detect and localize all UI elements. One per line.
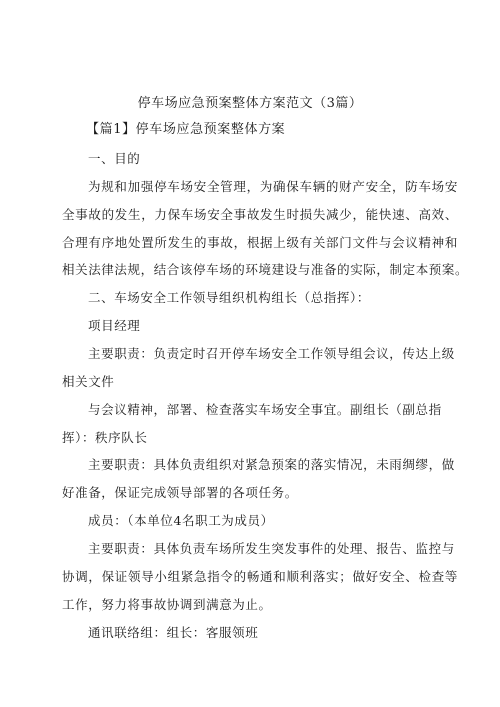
paragraph-line: 成员：（本单位4名职工为成员）	[88, 513, 274, 528]
paragraph-line: 通讯联络组：组长：客服领班	[88, 625, 259, 640]
paragraph-line: 相关法律法规，结合该停车场的环境建设与准备的实际，制定本预案。	[62, 262, 469, 277]
paragraph-line: 主要职责：负责定时召开停车场安全工作领导组会议，传达上级	[88, 346, 455, 361]
paragraph-line: 好准备，保证完成领导部署的各项任务。	[62, 485, 298, 500]
document-title: 停车场应急预案整体方案范文（3篇）	[137, 96, 363, 111]
heading-organization: 二、车场安全工作领导组织机构组长（总指挥）：	[88, 290, 370, 305]
section-heading: 【篇1】停车场应急预案整体方案	[86, 122, 286, 137]
paragraph-line: 主要职责：具体负责组织对紧急预案的落实情况，未雨绸缪，做	[88, 457, 455, 472]
paragraph-line: 全事故的发生，力保车场安全事故发生时损失减少，能快速、高效、	[62, 207, 458, 222]
paragraph-line: 主要职责：具体负责车场所发生突发事件的处理、报告、监控与	[88, 541, 455, 556]
paragraph-line: 为规和加强停车场安全管理，为确保车辆的财产安全，防车场安	[88, 179, 458, 194]
paragraph-line: 协调，保证领导小组紧急指令的畅通和顺利落实；做好安全、检查等	[62, 569, 458, 584]
paragraph-line: 工作，努力将事故协调到满意为止。	[62, 597, 272, 612]
paragraph-line: 与会议精神，部署、检查落实车场安全事宜。副组长（副总指	[88, 402, 442, 417]
paragraph-line: 项目经理	[88, 318, 141, 333]
paragraph-line: 合理有序地处置所发生的事故，根据上级有关部门文件与会议精神和	[62, 235, 458, 250]
paragraph-line: 相关文件	[62, 374, 115, 389]
heading-purpose: 一、目的	[88, 151, 141, 166]
paragraph-line: 挥）：秩序队长	[62, 430, 148, 445]
